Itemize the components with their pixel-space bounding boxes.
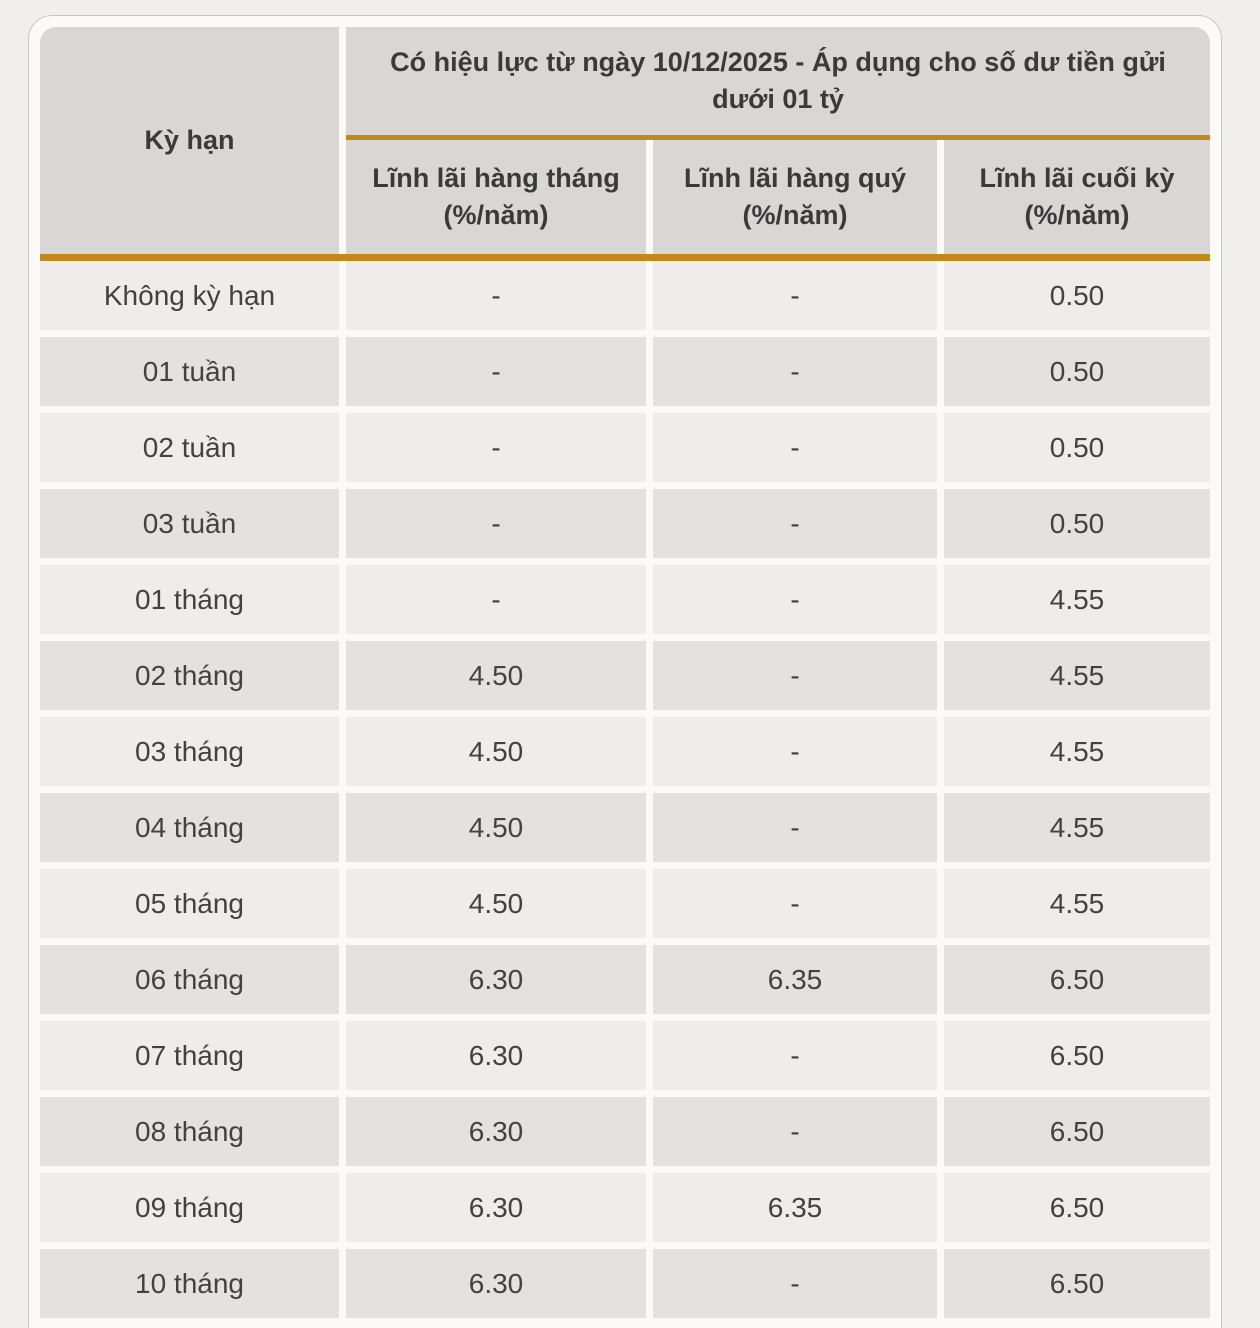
term-cell-text: 10 tháng <box>135 1267 244 1299</box>
value-cell-text: 6.50 <box>1049 1115 1105 1147</box>
value-cell-text: 0.50 <box>1049 355 1105 387</box>
value-cell <box>944 261 1210 330</box>
value-cell <box>944 1097 1210 1166</box>
value-cell-text: - <box>790 659 800 691</box>
value-cell-text: - <box>491 507 501 539</box>
value-cell-text: - <box>790 507 800 539</box>
term-cell-text: 04 tháng <box>135 811 244 843</box>
value-cell-text: - <box>790 355 800 387</box>
term-cell <box>40 717 339 786</box>
value-cell <box>944 1021 1210 1090</box>
span-header-line2: dưới 01 tỷ <box>712 84 844 114</box>
term-cell <box>40 489 339 558</box>
value-cell-text: - <box>790 811 800 843</box>
value-cell <box>944 717 1210 786</box>
value-cell-text: 4.55 <box>1049 887 1105 919</box>
term-cell <box>40 793 339 862</box>
value-cell <box>346 1173 646 1242</box>
column-header-endterm-unit: (%/năm) <box>1024 200 1130 230</box>
value-cell <box>653 1097 937 1166</box>
value-cell <box>346 337 646 406</box>
term-cell <box>40 261 339 330</box>
value-cell <box>944 337 1210 406</box>
value-cell-text: 6.35 <box>767 963 823 995</box>
value-cell <box>653 1249 937 1318</box>
term-cell <box>40 1097 339 1166</box>
table-body <box>40 261 1210 1318</box>
value-cell-text: - <box>790 583 800 615</box>
term-cell-text: 03 tháng <box>135 735 244 767</box>
value-cell-text: - <box>790 735 800 767</box>
table-header <box>40 27 1210 254</box>
value-cell <box>944 565 1210 634</box>
value-cell <box>653 717 937 786</box>
value-cell-text: - <box>491 583 501 615</box>
term-cell-text: 06 tháng <box>135 963 244 995</box>
value-cell-text: 4.50 <box>468 735 524 767</box>
column-header-quarterly-unit: (%/năm) <box>742 200 848 230</box>
sub-header-row <box>346 140 1210 254</box>
value-cell-text: 4.55 <box>1049 583 1105 615</box>
value-cell <box>653 641 937 710</box>
corner-header-cell <box>40 27 339 254</box>
value-cell <box>944 793 1210 862</box>
value-cell <box>346 565 646 634</box>
value-cell-text: 4.50 <box>468 887 524 919</box>
value-cell <box>944 1249 1210 1318</box>
accent-divider <box>40 254 1210 261</box>
value-cell-text: 6.50 <box>1049 1039 1105 1071</box>
value-cell <box>653 489 937 558</box>
value-cell <box>653 1021 937 1090</box>
column-header-endterm <box>944 140 1210 254</box>
value-cell <box>653 869 937 938</box>
value-cell <box>653 413 937 482</box>
term-cell <box>40 565 339 634</box>
value-cell-text: 6.30 <box>468 1115 524 1147</box>
column-header-monthly-unit: (%/năm) <box>443 200 549 230</box>
column-header-endterm-label: Lĩnh lãi cuối kỳ <box>979 163 1175 193</box>
value-cell <box>653 793 937 862</box>
value-cell-text: 6.30 <box>468 1267 524 1299</box>
value-cell-text: - <box>790 431 800 463</box>
value-cell <box>346 793 646 862</box>
value-cell <box>653 565 937 634</box>
value-cell-text: - <box>790 887 800 919</box>
value-cell-text: 6.30 <box>468 963 524 995</box>
value-cell <box>653 337 937 406</box>
value-cell <box>944 1173 1210 1242</box>
span-header-line1: Có hiệu lực từ ngày 10/12/2025 - Áp dụng cho số dư tiền gửi <box>390 47 1166 77</box>
value-cell <box>944 869 1210 938</box>
term-cell <box>40 869 339 938</box>
value-cell <box>346 717 646 786</box>
term-cell <box>40 641 339 710</box>
value-cell-text: - <box>491 431 501 463</box>
column-header-quarterly-label: Lĩnh lãi hàng quý <box>684 163 906 193</box>
value-cell <box>346 945 646 1014</box>
value-cell-text: 6.30 <box>468 1039 524 1071</box>
term-cell-text: 09 tháng <box>135 1191 244 1223</box>
term-cell-text: 02 tháng <box>135 659 244 691</box>
value-cell-text: - <box>491 355 501 387</box>
term-cell <box>40 1249 339 1318</box>
term-cell-text: 02 tuần <box>142 431 237 463</box>
value-cell <box>346 869 646 938</box>
value-cell <box>346 261 646 330</box>
term-cell-text: 08 tháng <box>135 1115 244 1147</box>
term-cell-text: 01 tháng <box>135 583 244 615</box>
value-cell-text: 0.50 <box>1049 431 1105 463</box>
term-cell-text: 03 tuần <box>142 507 237 539</box>
value-cell-text: - <box>790 1039 800 1071</box>
value-cell-text: 6.50 <box>1049 963 1105 995</box>
value-cell <box>944 489 1210 558</box>
value-cell-text: 4.55 <box>1049 811 1105 843</box>
value-cell <box>944 413 1210 482</box>
term-cell-text: 07 tháng <box>135 1039 244 1071</box>
value-cell <box>653 945 937 1014</box>
column-header-monthly <box>346 140 646 254</box>
value-cell-text: 0.50 <box>1049 279 1105 311</box>
value-cell-text: - <box>790 1115 800 1147</box>
term-cell <box>40 1173 339 1242</box>
term-cell-text: 05 tháng <box>135 887 244 919</box>
column-header-monthly-label: Lĩnh lãi hàng tháng <box>372 163 620 193</box>
value-cell-text: 6.30 <box>468 1191 524 1223</box>
value-cell <box>346 413 646 482</box>
value-cell-text: 6.50 <box>1049 1191 1105 1223</box>
value-cell <box>346 641 646 710</box>
value-cell <box>346 1021 646 1090</box>
value-cell <box>346 1097 646 1166</box>
term-cell <box>40 945 339 1014</box>
value-cell <box>653 1173 937 1242</box>
corner-header-label: Kỳ hạn <box>144 125 235 155</box>
value-cell <box>346 489 646 558</box>
value-cell-text: 0.50 <box>1049 507 1105 539</box>
value-cell-text: 4.55 <box>1049 659 1105 691</box>
value-cell-text: - <box>790 1267 800 1299</box>
term-cell-text: 01 tuần <box>142 355 237 387</box>
value-cell-text: 6.35 <box>767 1191 823 1223</box>
interest-rate-table-card <box>28 15 1222 1328</box>
column-header-quarterly <box>653 140 937 254</box>
term-cell <box>40 413 339 482</box>
value-cell-text: 4.55 <box>1049 735 1105 767</box>
term-cell <box>40 1021 339 1090</box>
value-cell-text: - <box>790 279 800 311</box>
value-cell-text: - <box>491 279 501 311</box>
value-cell <box>653 261 937 330</box>
value-cell-text: 4.50 <box>468 811 524 843</box>
header-right-block <box>346 27 1210 254</box>
value-cell-text: 6.50 <box>1049 1267 1105 1299</box>
value-cell-text: 4.50 <box>468 659 524 691</box>
value-cell <box>944 945 1210 1014</box>
value-cell <box>944 641 1210 710</box>
term-cell-text: Không kỳ hạn <box>103 279 276 311</box>
value-cell <box>346 1249 646 1318</box>
span-header-cell <box>346 27 1210 140</box>
term-cell <box>40 337 339 406</box>
